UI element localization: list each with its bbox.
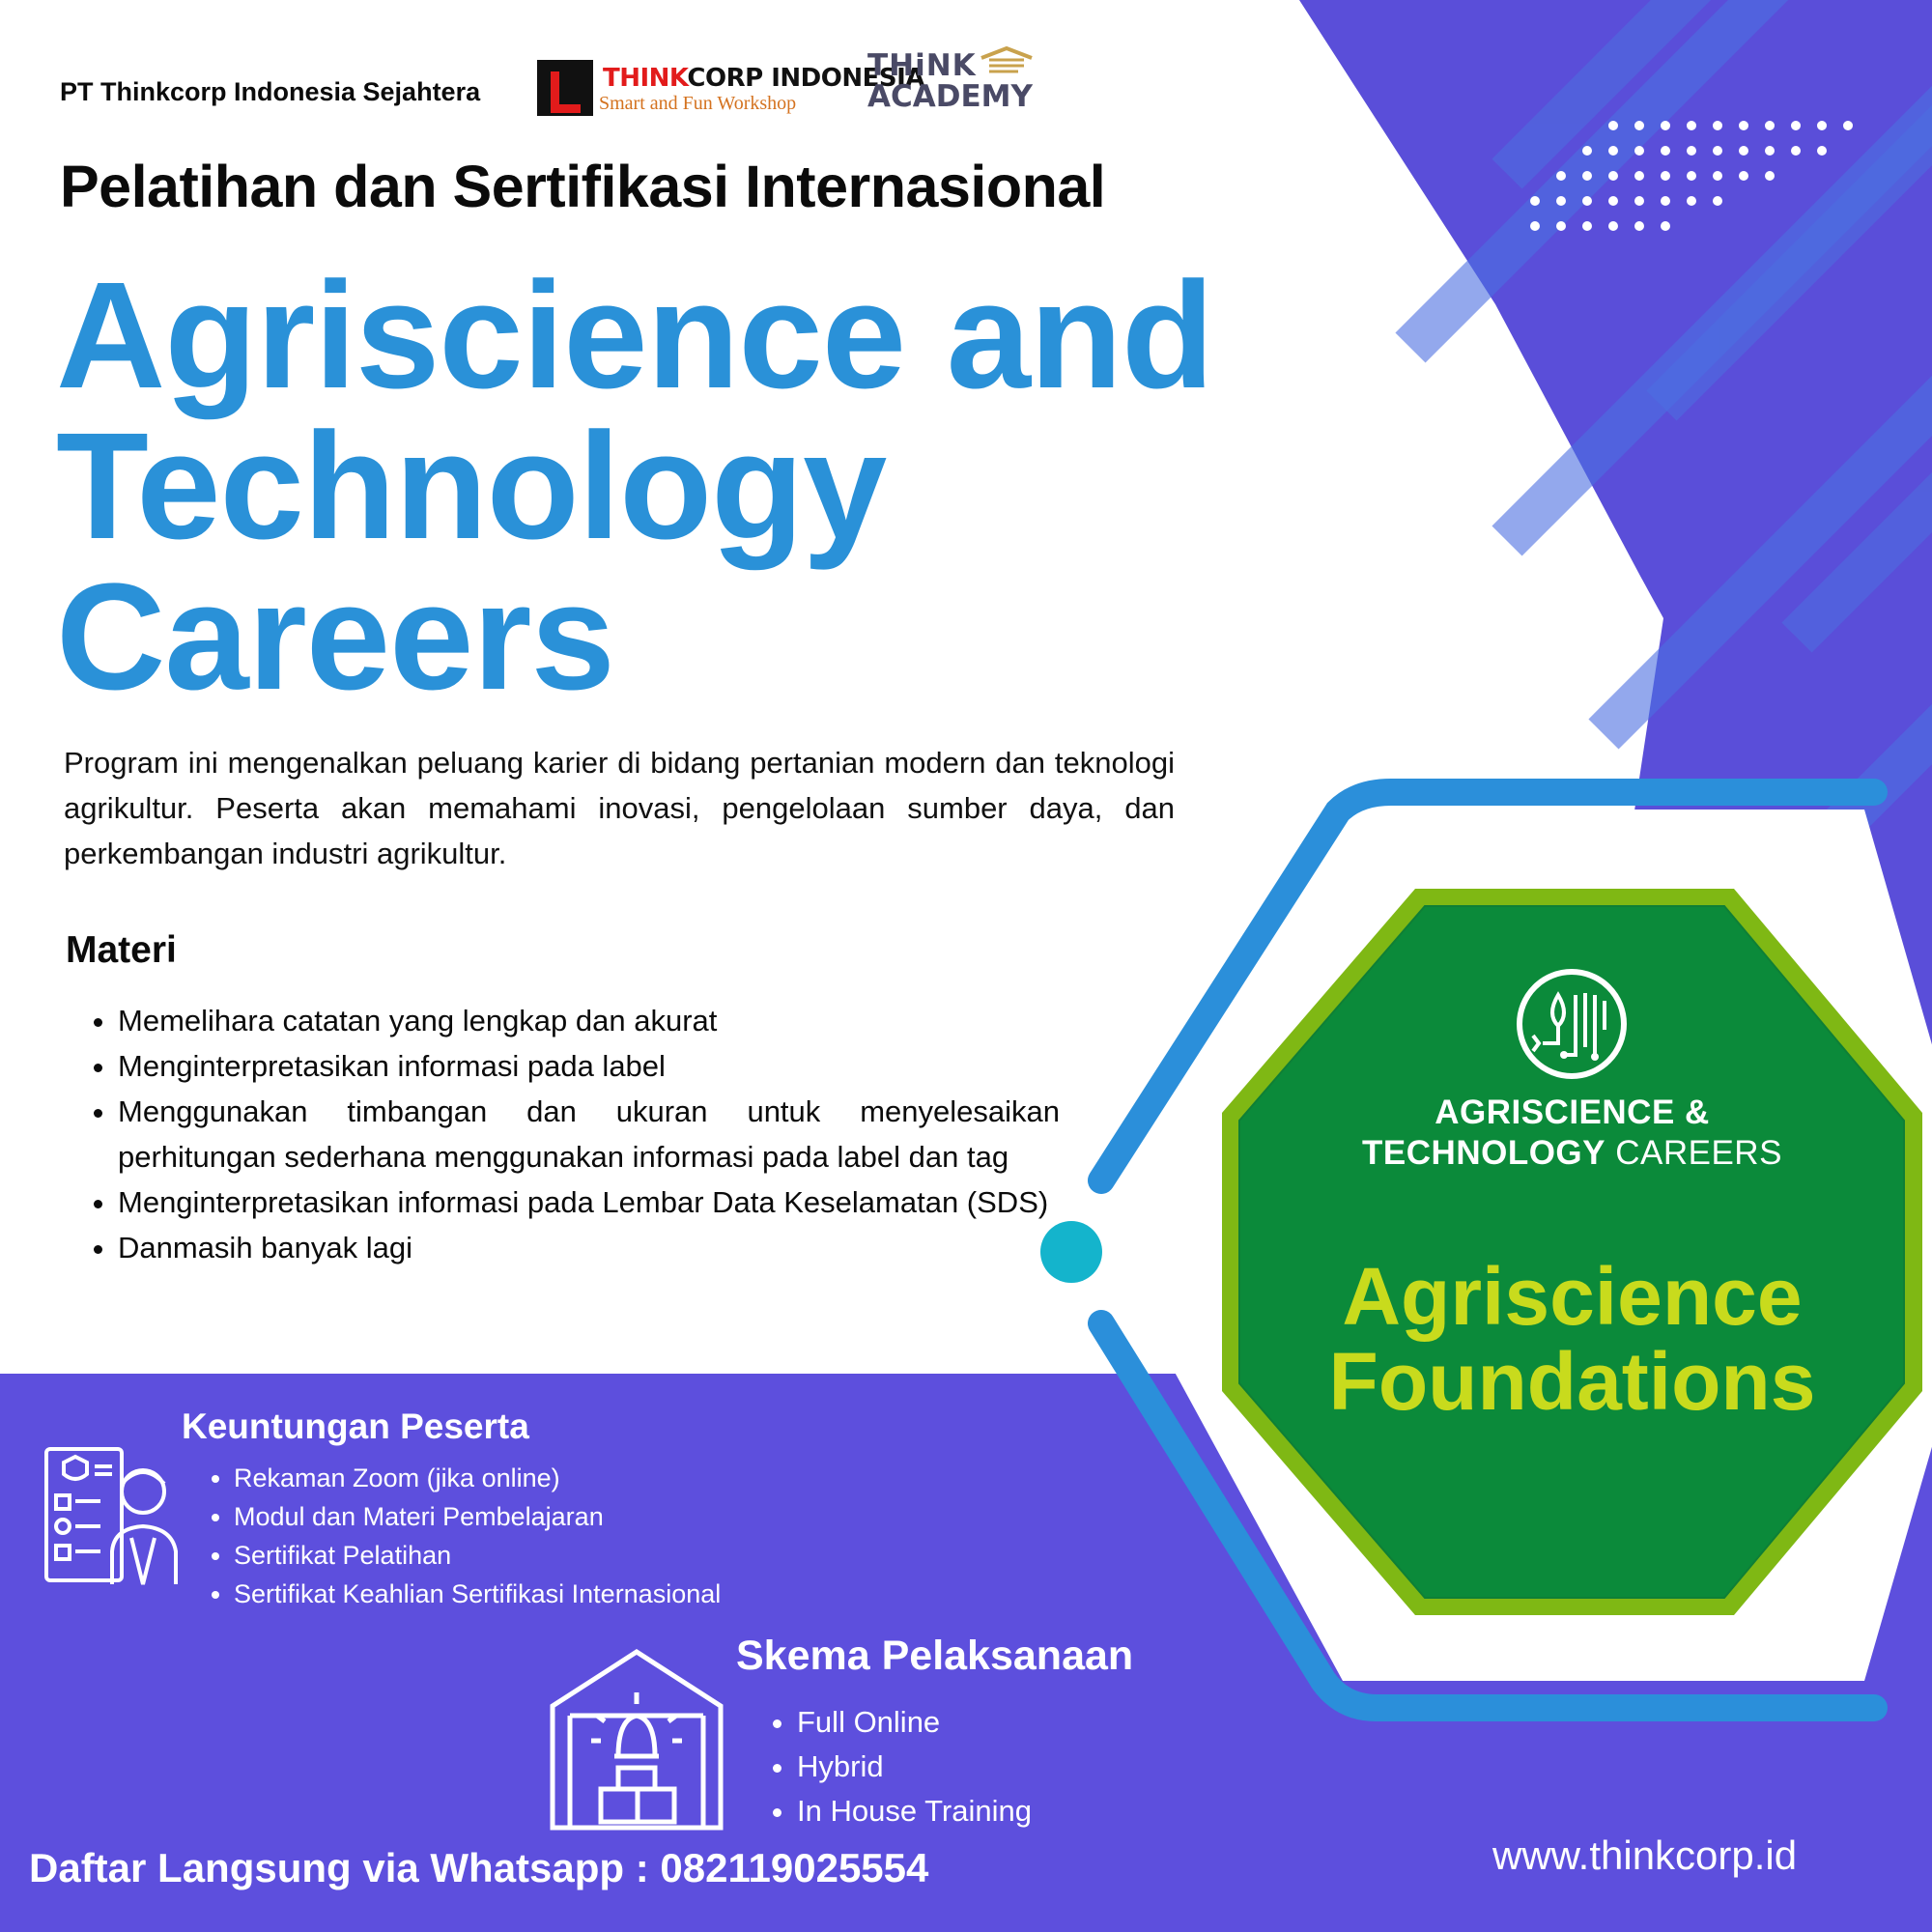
list-item: • Modul dan Materi Pembelajaran — [234, 1497, 721, 1536]
whatsapp-cta[interactable]: Daftar Langsung via Whatsapp : 082119025554 — [29, 1845, 929, 1890]
list-item: • Danmasih banyak lagi — [118, 1225, 1060, 1270]
company-name: PT Thinkcorp Indonesia Sejahtera — [60, 77, 481, 106]
think-academy-line2: ACADEMY — [867, 79, 1033, 114]
person-document-icon — [43, 1445, 187, 1590]
plant-circuit-icon — [1514, 966, 1630, 1082]
thinkcorp-logo — [537, 60, 924, 120]
materi-list — [68, 998, 1060, 1270]
badge-line-2-bold: TECHNOLOGY — [1362, 1134, 1605, 1172]
list-item: • Menggunakan timbangan dan ukuran untuk menyelesaikan perhitungan sederhana menggunakan informasi pada label dan tag — [118, 1089, 1060, 1179]
skema-heading: Skema Pelaksanaan — [736, 1633, 1134, 1679]
thinkcorp-logo-tagline: Smart and Fun Workshop — [599, 93, 797, 114]
warehouse-icon — [549, 1648, 724, 1832]
think-academy-logo — [866, 46, 1044, 114]
list-item: • Sertifikat Pelatihan — [234, 1536, 721, 1575]
title-line-3: Careers — [56, 553, 614, 722]
badge-line-2-rest: CAREERS — [1605, 1134, 1782, 1172]
list-item: • Menginterpretasikan informasi pada Lembar Data Keselamatan (SDS) — [118, 1179, 1060, 1225]
list-item: • Hybrid — [797, 1745, 1032, 1789]
website-link[interactable]: www.thinkcorp.id — [1492, 1833, 1798, 1878]
badge-title — [1222, 1251, 1922, 1427]
title-line-2: Technology — [56, 402, 887, 571]
badge-line-2 — [1222, 1134, 1922, 1173]
thinkcorp-logo-name-red: THINK — [603, 64, 688, 93]
thinkcorp-logo-name-black: CORP INDONESIA — [687, 64, 924, 93]
certification-badge — [1222, 889, 1922, 1615]
title-line-1: Agriscience and — [56, 251, 1213, 420]
list-item: • Menginterpretasikan informasi pada label — [118, 1043, 1060, 1089]
badge-title-line-2: Foundations — [1328, 1336, 1816, 1427]
badge-line-1: AGRISCIENCE & — [1435, 1094, 1710, 1131]
list-item: • In House Training — [797, 1789, 1032, 1833]
materi-heading: Materi — [66, 929, 177, 971]
list-item: • Memelihara catatan yang lengkap dan akurat — [118, 998, 1060, 1043]
list-item: • Sertifikat Keahlian Sertifikasi Internasional — [234, 1575, 721, 1613]
think-academy-mark-icon — [980, 46, 1034, 75]
badge-title-line-1: Agriscience — [1342, 1251, 1803, 1342]
subtitle: Pelatihan dan Sertifikasi Internasional — [60, 154, 1106, 219]
skema-list — [753, 1700, 1032, 1833]
list-item: • Full Online — [797, 1700, 1032, 1745]
keuntungan-heading: Keuntungan Peserta — [182, 1406, 529, 1446]
think-academy-line1: THiNK — [867, 48, 977, 83]
page-title — [56, 251, 1312, 722]
program-description: Program ini mengenalkan peluang karier di bidang pertanian modern dan teknologi agrikultur. Peserta akan memahami inovasi, pengelolaan sumber daya, dan perkembangan industri agrikultur. — [64, 746, 1175, 870]
keuntungan-list — [189, 1459, 721, 1613]
thinkcorp-logo-mark — [537, 60, 593, 116]
list-item: • Rekaman Zoom (jika online) — [234, 1459, 721, 1497]
